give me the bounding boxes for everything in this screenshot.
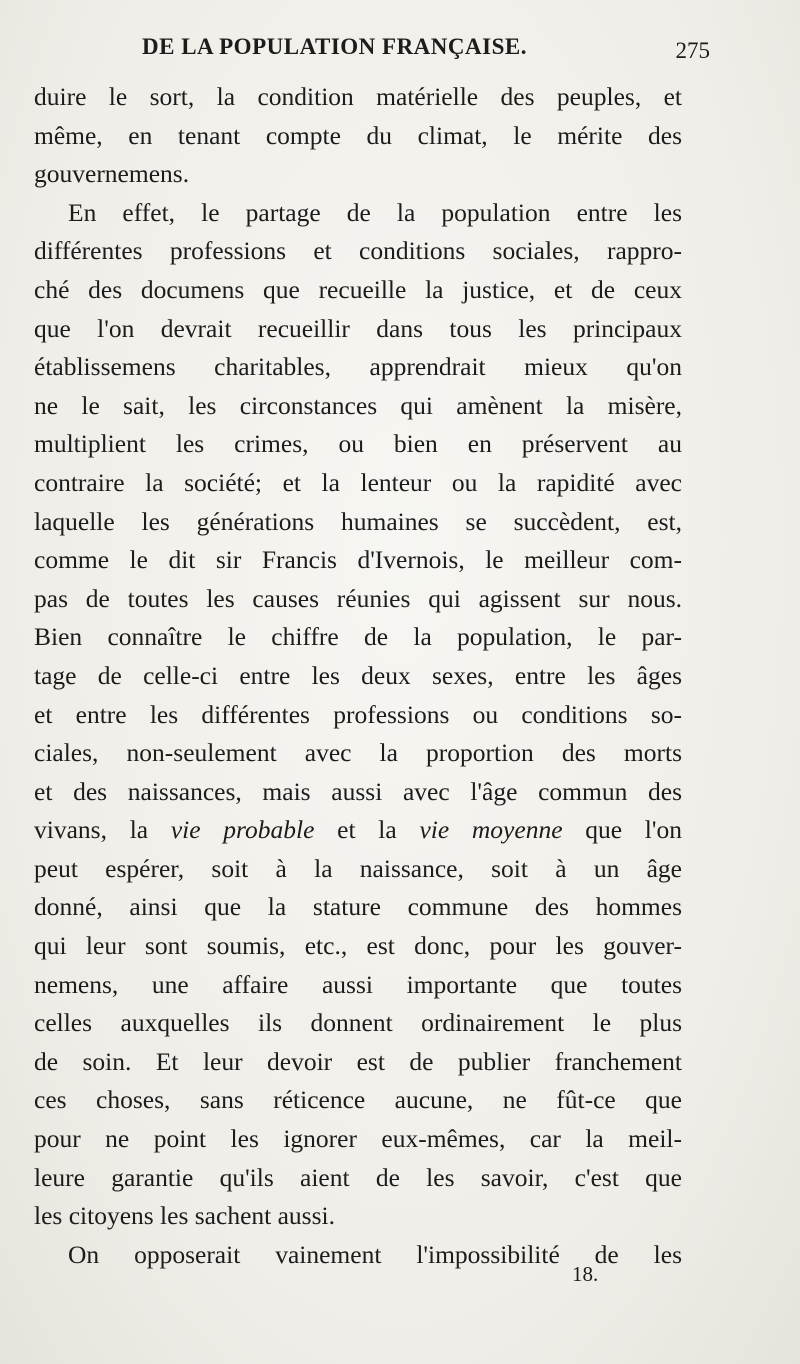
text-line: qui leur sont soumis, etc., est donc, pour les gouver- xyxy=(34,931,682,961)
body-text xyxy=(34,78,682,1274)
text-line: différentes professions et conditions sociales, rappro- xyxy=(34,236,682,266)
text-line: comme le dit sir Francis d'Ivernois, le meilleur com- xyxy=(34,545,682,575)
text-line: laquelle les générations humaines se succèdent, est, xyxy=(34,506,682,536)
text-line: que l'on devrait recueillir dans tous les principaux xyxy=(34,313,682,343)
text-line: tage de celle-ci entre les deux sexes, entre les âges xyxy=(34,660,682,690)
italic-term-vie-probable: vie probable xyxy=(170,815,315,845)
text-line: pour ne point les ignorer eux-mêmes, car la meil- xyxy=(34,1124,682,1154)
text-line: pas de toutes les causes réunies qui agissent sur nous. xyxy=(34,583,682,613)
signature-mark: 18. xyxy=(572,1262,599,1286)
text-line: ché des documens que recueille la justice, et de ceux xyxy=(34,274,682,304)
text-segment: vivans, la xyxy=(34,815,171,845)
text-line: nemens, une affaire aussi importante que toutes xyxy=(34,969,682,999)
text-line: celles auxquelles ils donnent ordinairement le plus xyxy=(34,1008,682,1038)
text-line: ces choses, sans réticence aucune, ne fût-ce que xyxy=(34,1085,682,1115)
text-line: leure garantie qu'ils aient de les savoir, c'est que xyxy=(34,1162,682,1192)
page-number: 275 xyxy=(675,38,710,63)
text-line: peut espérer, soit à la naissance, soit à un âge xyxy=(34,853,682,883)
text-line: et entre les différentes professions ou conditions so- xyxy=(34,699,682,729)
text-line: Bien connaître le chiffre de la population, le par- xyxy=(34,622,682,652)
text-line: de soin. Et leur devoir est de publier franchement xyxy=(34,1046,682,1076)
text-line-italic-terms xyxy=(34,811,682,850)
text-line: ne le sait, les circonstances qui amènent la misère, xyxy=(34,390,682,420)
running-title: DE LA POPULATION FRANÇAISE. xyxy=(142,34,527,59)
text-line: et des naissances, mais aussi avec l'âge commun des xyxy=(34,776,682,806)
text-line: contraire la société; et la lenteur ou la rapidité avec xyxy=(34,467,682,497)
text-line: duire le sort, la condition matérielle des peuples, et xyxy=(34,82,682,111)
text-segment: que l'on xyxy=(562,815,682,845)
text-line: même, en tenant compte du climat, le mérite des xyxy=(34,120,682,150)
text-line: multiplient les crimes, ou bien en préservent au xyxy=(34,429,682,459)
italic-term-vie-moyenne: vie moyenne xyxy=(419,815,563,845)
text-line: On opposerait vainement l'impossibilité de les xyxy=(68,1239,682,1269)
text-line: En effet, le partage de la population entre les xyxy=(68,197,682,227)
text-segment: et la xyxy=(314,815,420,845)
running-head xyxy=(40,34,710,74)
text-line: les citoyens les sachent aussi. xyxy=(34,1201,335,1231)
text-line: établissemens charitables, apprendrait mieux qu'on xyxy=(34,352,682,382)
text-line: gouvernemens. xyxy=(34,159,190,189)
text-line: ciales, non-seulement avec la proportion des morts xyxy=(34,738,682,768)
text-line: donné, ainsi que la stature commune des hommes xyxy=(34,892,682,922)
